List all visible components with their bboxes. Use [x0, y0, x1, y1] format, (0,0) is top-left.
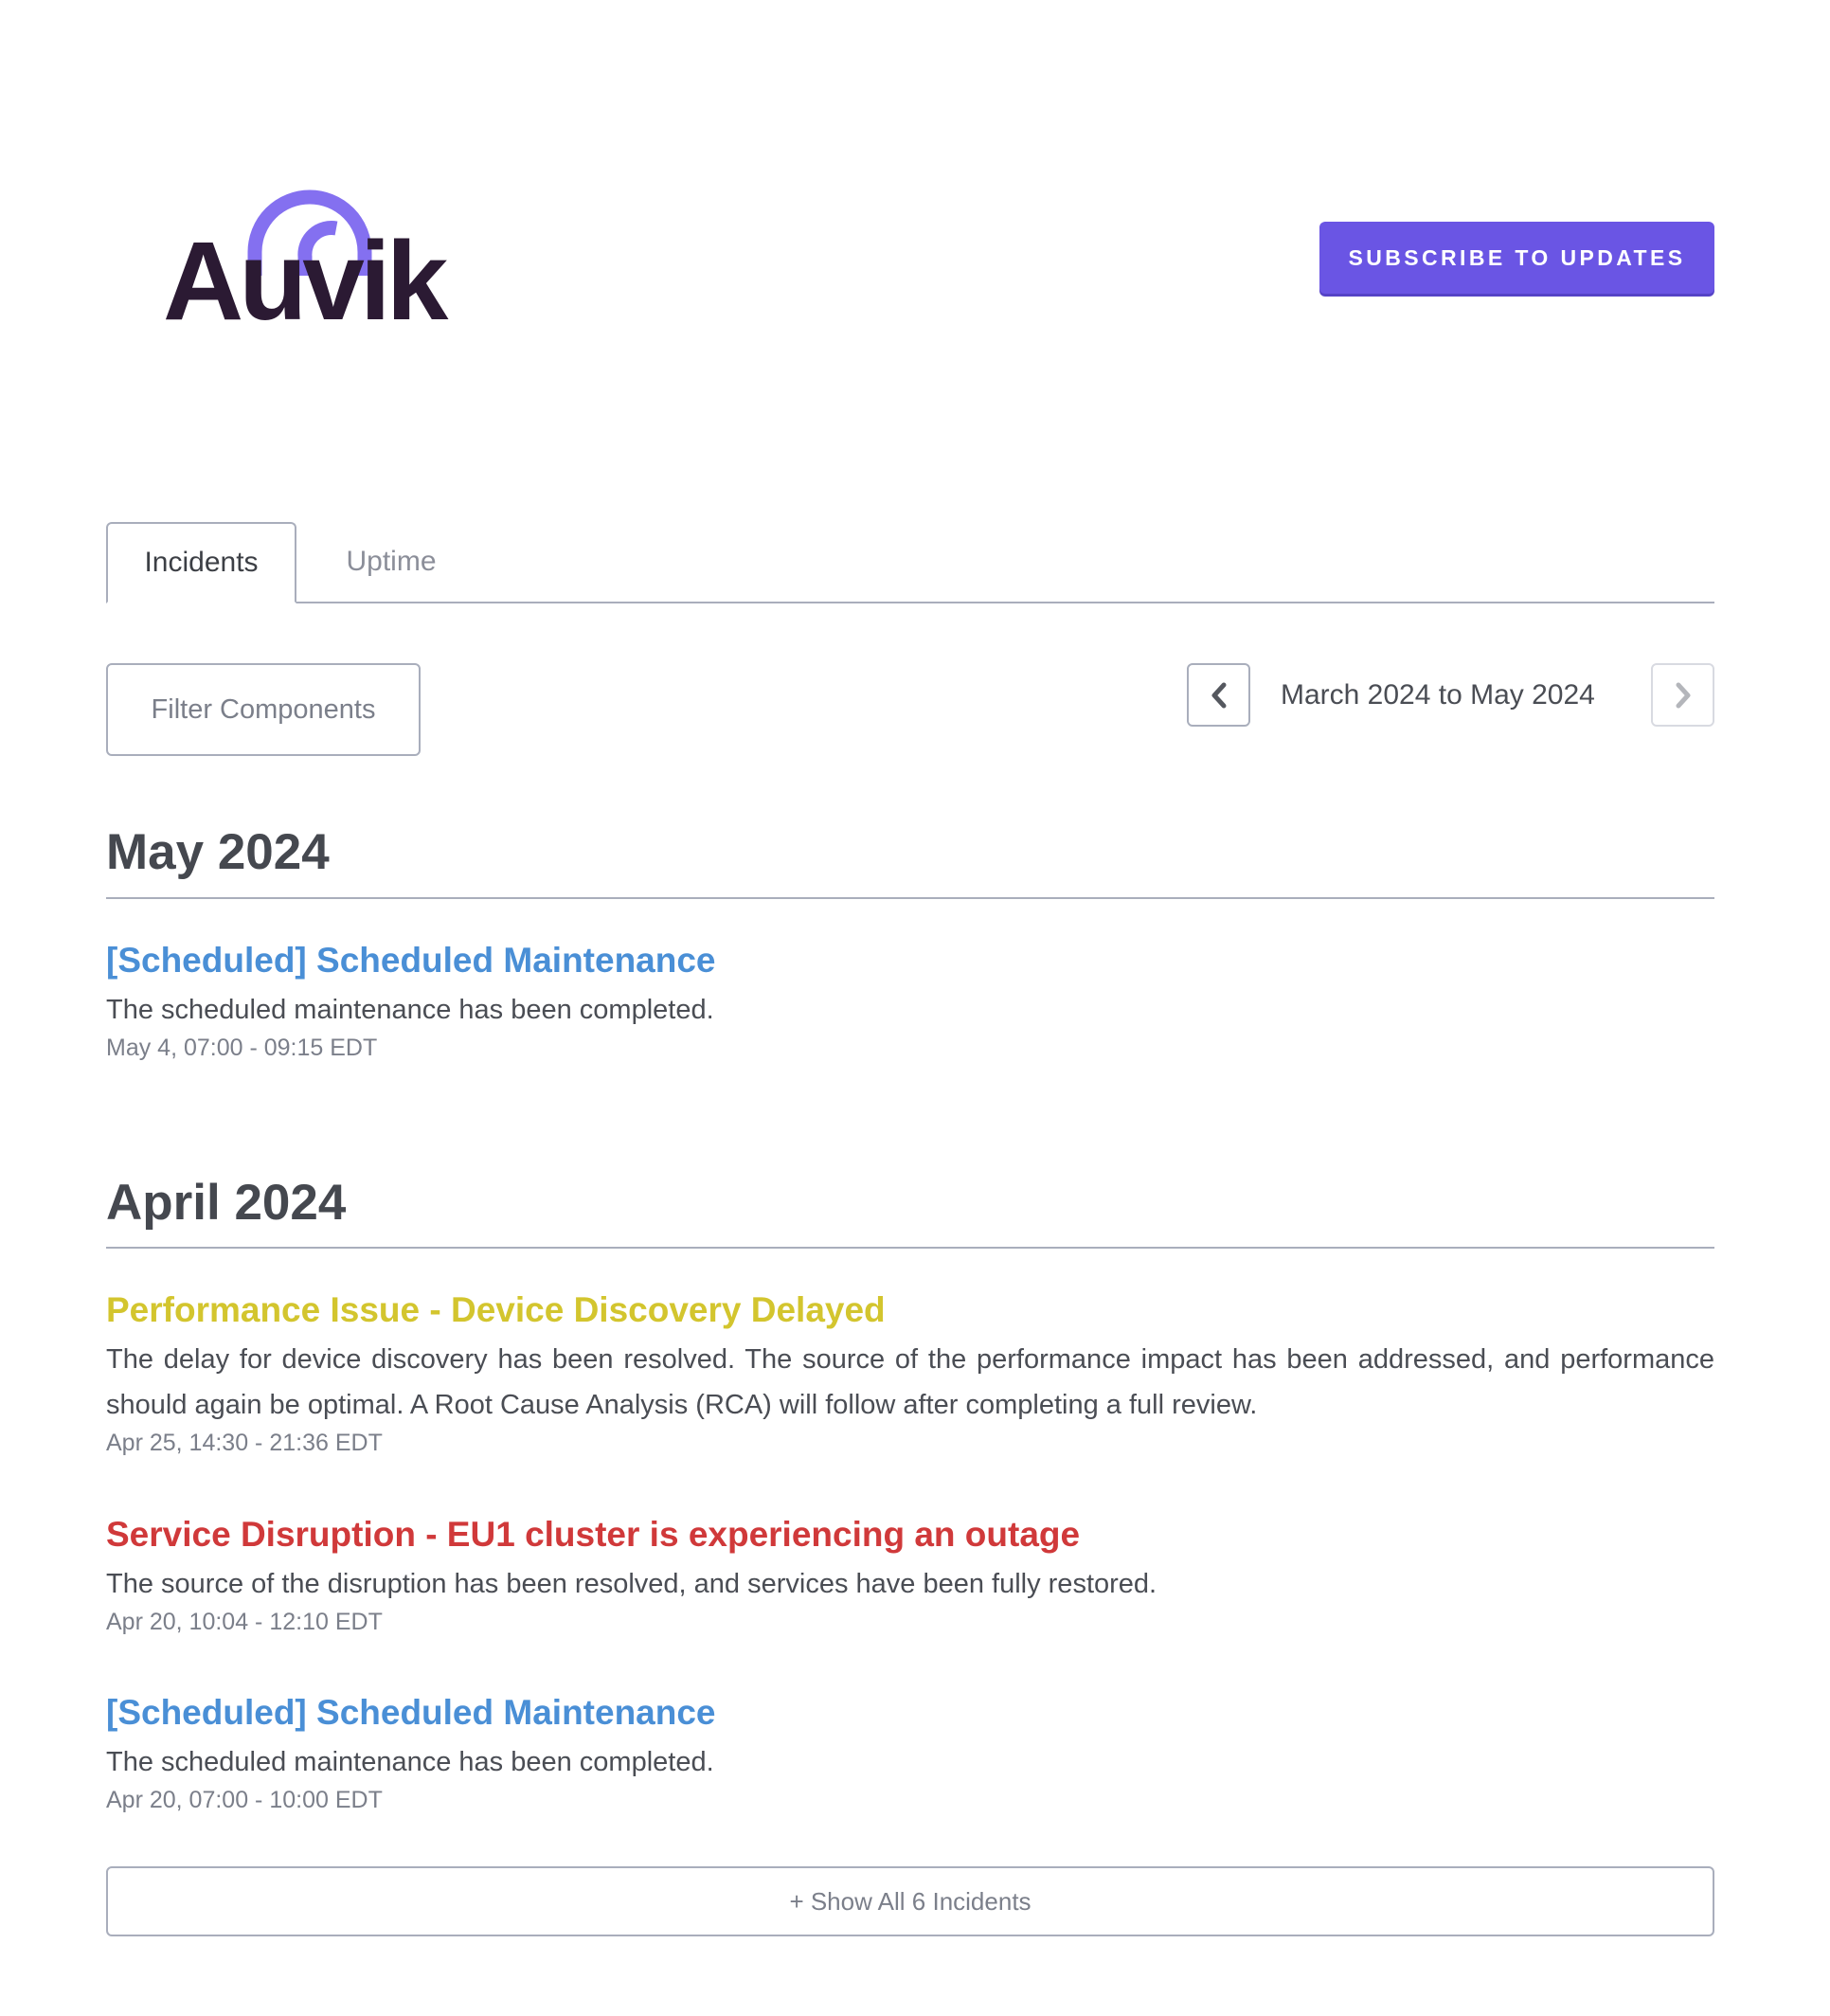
incident-summary: The scheduled maintenance has been completed.: [106, 1747, 714, 1778]
tab-bar: [106, 522, 1714, 603]
logo-wordmark: Auvik: [163, 219, 444, 344]
chevron-right-icon: [1673, 681, 1694, 710]
incident-title-link[interactable]: [Scheduled] Scheduled Maintenance: [106, 1693, 716, 1732]
auvik-logo[interactable]: [163, 186, 447, 344]
incident-title-link[interactable]: Service Disruption - EU1 cluster is experiencing an outage: [106, 1515, 1081, 1554]
filter-components-button[interactable]: Filter Components: [106, 663, 421, 756]
next-period-button[interactable]: [1651, 663, 1714, 727]
subscribe-button[interactable]: SUBSCRIBE TO UPDATES: [1319, 222, 1714, 294]
incident-item: [106, 940, 1714, 1062]
incident-title-link[interactable]: Performance Issue - Device Discovery Delayed: [106, 1290, 886, 1329]
incident-timestamp: May 4, 07:00 - 09:15 EDT: [106, 1035, 378, 1062]
previous-period-button[interactable]: [1187, 663, 1250, 727]
incident-summary: The delay for device discovery has been resolved. The source of the performance impact has been addressed, and performance should again be optimal. A Root Cause Analysis (RCA) will follow after completing a full review.: [106, 1344, 1714, 1421]
month-divider: [106, 1247, 1714, 1249]
month-heading-may-2024: May 2024: [106, 824, 330, 880]
incident-timestamp: Apr 20, 10:04 - 12:10 EDT: [106, 1609, 383, 1636]
incident-summary: The source of the disruption has been resolved, and services have been fully restored.: [106, 1569, 1157, 1600]
chevron-left-icon: [1209, 681, 1229, 710]
show-all-incidents-button[interactable]: + Show All 6 Incidents: [106, 1866, 1714, 1936]
date-range-label: March 2024 to May 2024: [1281, 678, 1595, 711]
month-divider: [106, 897, 1714, 899]
month-heading-april-2024: April 2024: [106, 1175, 347, 1231]
tab-uptime[interactable]: Uptime: [346, 546, 437, 577]
incident-title-link[interactable]: [Scheduled] Scheduled Maintenance: [106, 941, 716, 980]
incident-item: [106, 1289, 1714, 1457]
incident-item: [106, 1692, 1714, 1814]
tab-incidents[interactable]: Incidents: [106, 522, 296, 603]
incident-item: [106, 1514, 1714, 1636]
incident-summary: The scheduled maintenance has been completed.: [106, 995, 714, 1026]
incident-timestamp: Apr 25, 14:30 - 21:36 EDT: [106, 1430, 383, 1457]
incident-timestamp: Apr 20, 07:00 - 10:00 EDT: [106, 1787, 383, 1814]
